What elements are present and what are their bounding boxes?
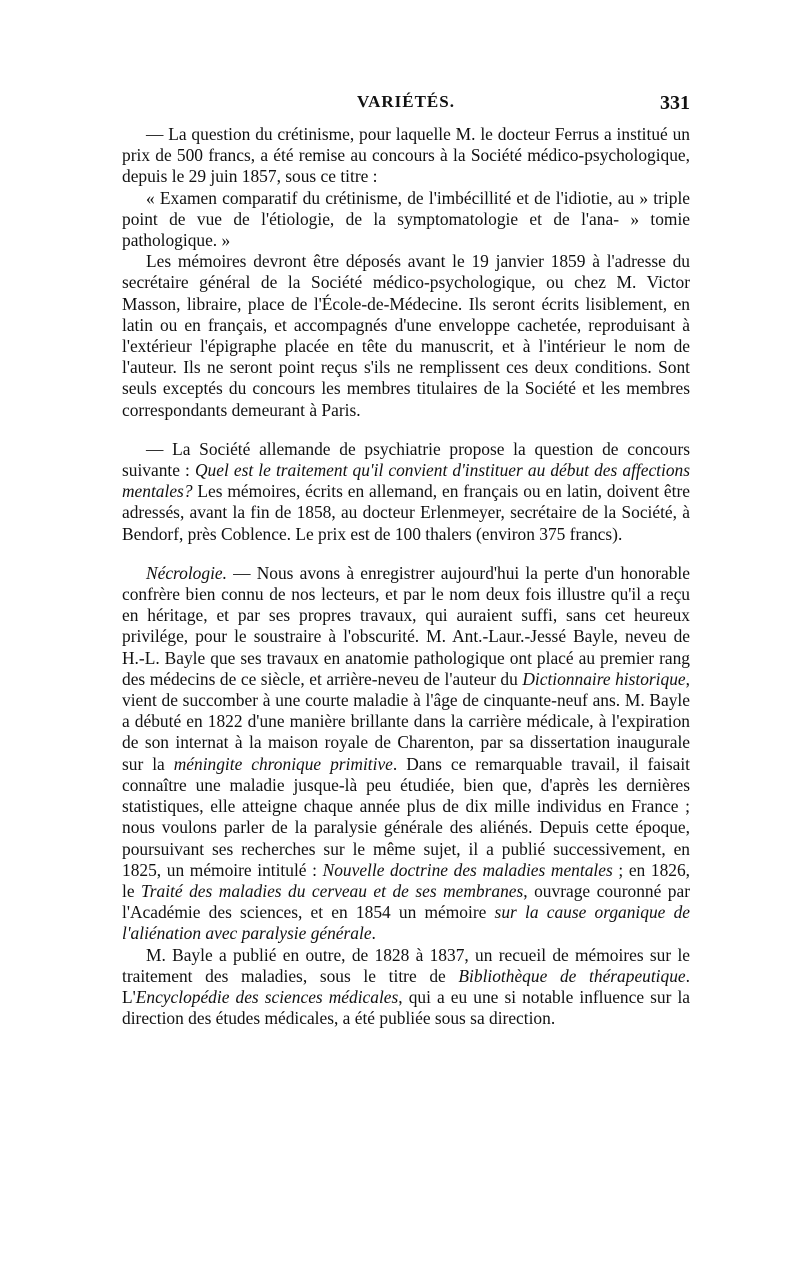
- italic-title: sur la cause organique de l'aliénation avec paralysie générale: [122, 902, 690, 944]
- paragraph-bayle-works: [122, 945, 690, 1030]
- paragraph-submission-rules: Les mémoires devront être déposés avant le 19 janvier 1859 à l'adresse du secrétaire général de la Société médico-psychologique, ou chez M. Victor Masson, libraire, place de l'École-de-Médecine. Ils seront écrits lisiblement, en latin ou en français, et accompagnés d'une enveloppe cachetée, reproduisant à l'extérieur l'épigraphe placée en tête du manuscrit, et à l'intérieur le nom de l'auteur. Ils ne seront point reçus s'ils ne remplissent ces deux conditions. Sont seuls exceptés du concours les membres titulaires de la Société et les membres correspondants demeurant à Paris.: [122, 251, 690, 420]
- running-title: VARIÉTÉS.: [357, 92, 455, 111]
- paragraph-necrology: [122, 563, 690, 945]
- text-segment: .: [371, 923, 376, 944]
- italic-question: Quel est le traitement qu'il convient d'instituer au début des affections mentales?: [122, 460, 690, 502]
- italic-title: Encyclopédie des sciences médicales: [135, 986, 399, 1007]
- italic-title: méningite chronique primitive: [173, 753, 393, 774]
- italic-title: Dictionnaire historique: [522, 668, 686, 689]
- text-segment: , vient de succomber à une courte maladie à l'âge de cinquante-neuf ans. M. Bayle a débuté en 1822 d'une manière brillante dans la carrière médicale, à l'expiration de son internat à la maison royale de Charenton, par sa dissertation inaugurale sur la: [122, 668, 690, 774]
- text-segment: — La Société allemande de psychiatrie propose la question de concours suivante :: [122, 438, 690, 481]
- text-segment: — Nous avons à enregistrer aujourd'hui la perte d'un honorable confrère bien connu de nos lecteurs, et par le nom deux fois illustre qu'il a reçu en héritage, et par ses propres travaux, qui auraient suffi, sans cet heureux privilége, pour le soustraire à l'obscurité. M. Ant.-Laur.-Jessé Bayle, neveu de H.-L. Bayle que ses travaux en anatomie pathologique ont placé au premier rang des médecins de ce siècle, et arrière-neveu de l'auteur du: [122, 562, 690, 689]
- text-segment: ; en 1826, le: [122, 859, 690, 901]
- paragraph-cretinism-question: — La question du crétinisme, pour laquelle M. le docteur Ferrus a institué un prix de 500 francs, a été remise au concours à la Société médico-psychologique, depuis le 29 juin 1857, sous ce titre :: [122, 124, 690, 187]
- text-segment: . Dans ce remarquable travail, il faisait connaître une maladie jusque-là peu étudiée, bien que, d'après les dernières statistiques, elle atteigne chaque année plus de dix mille individus en France ; nous voulons parler de la paralysie générale des aliénés. Depuis cette époque, poursuivant ses recherches sur le même sujet, il a publié successivement, en 1825, un mémoire intitulé :: [122, 753, 690, 880]
- necrology-heading: Nécrologie.: [146, 562, 227, 583]
- text-segment: , ouvrage couronné par l'Académie des sciences, et en 1854 un mémoire: [122, 880, 691, 923]
- text-segment: . L': [122, 965, 690, 1007]
- italic-title: Bibliothèque de thérapeutique: [458, 965, 686, 986]
- page-number: 331: [660, 92, 690, 114]
- page-body: [122, 124, 690, 1029]
- page-header: [122, 92, 690, 122]
- paragraph-german-society: [122, 439, 690, 545]
- text-segment: M. Bayle a publié en outre, de 1828 à 1837, un recueil de mémoires sur le traitement des maladies, sous le titre de: [122, 944, 690, 986]
- paragraph-contest-title: « Examen comparatif du crétinisme, de l'imbécillité et de l'idiotie, au » triple point de vue de l'étiologie, de la symptomatologie et de l'ana- » tomie pathologique. »: [122, 187, 690, 251]
- text-segment: , qui a eu une si notable influence sur la direction des études médicales, a été publiée sous sa direction.: [122, 986, 690, 1029]
- italic-title: Nouvelle doctrine des maladies mentales: [322, 859, 613, 880]
- text-segment: Les mémoires, écrits en allemand, en français ou en latin, doivent être adressés, avant la fin de 1858, au docteur Erlenmeyer, secrétaire de la Société, à Bendorf, près Coblence. Le prix est de 100 thalers (environ 375 francs).: [122, 481, 690, 544]
- italic-title: Traité des maladies du cerveau et de ses membranes: [141, 880, 524, 901]
